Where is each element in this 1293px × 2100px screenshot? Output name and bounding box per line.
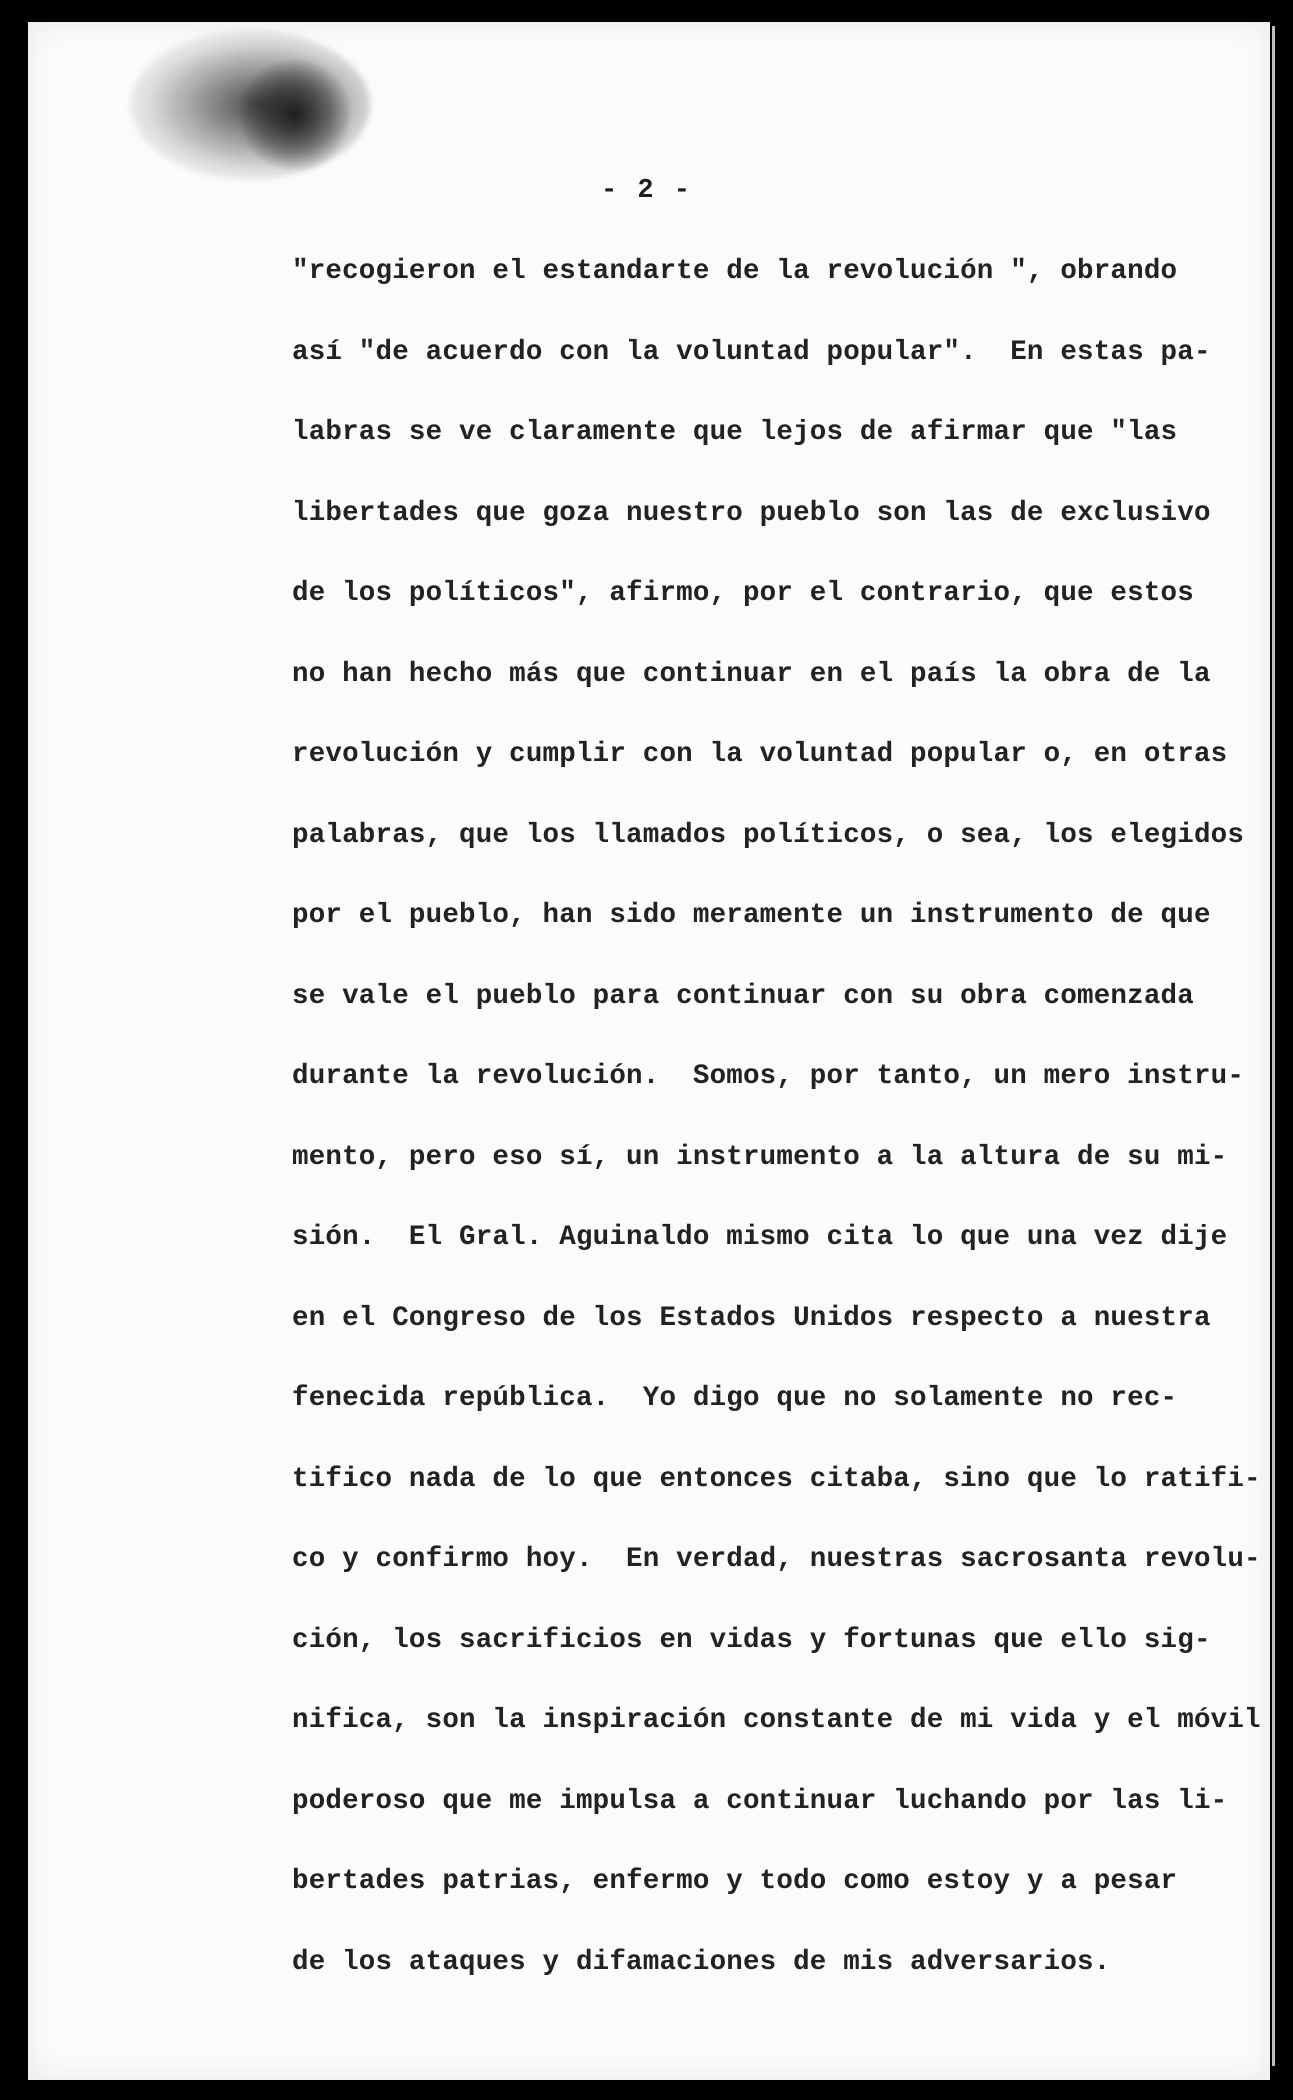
text-line: fenecida república. Yo digo que no solamente no rec- — [292, 1383, 1178, 1414]
text-line: poderoso que me impulsa a continuar luchando por las li- — [292, 1785, 1228, 1817]
text-line: se vale el pueblo para continuar con su obra comenzada — [292, 980, 1194, 1012]
page-edge — [1272, 26, 1275, 2066]
text-line: de los políticos", afirmo, por el contrario, que estos — [292, 578, 1194, 609]
text-line: nifica, son la inspiración constante de mi vida y el móvil — [292, 1705, 1261, 1736]
text-line: por el pueblo, han sido meramente un instrumento de que — [292, 900, 1211, 931]
document-body — [292, 252, 1261, 2023]
ink-smudge — [240, 60, 350, 170]
text-line: labras se ve claramente que lejos de afirmar que "las — [292, 417, 1178, 448]
text-line: sión. El Gral. Aguinaldo mismo cita lo que una vez dije — [292, 1222, 1228, 1253]
text-line: "recogieron el estandarte de la revolución ", obrando — [292, 256, 1178, 287]
text-line: revolución y cumplir con la voluntad popular o, en otras — [292, 739, 1228, 770]
text-line: ción, los sacrificios en vidas y fortunas que ello sig- — [292, 1624, 1211, 1656]
text-line: en el Congreso de los Estados Unidos respecto a nuestra — [292, 1302, 1211, 1334]
text-line: así "de acuerdo con la voluntad popular". En estas pa- — [292, 336, 1211, 368]
text-line: libertades que goza nuestro pueblo son las de exclusivo — [292, 497, 1211, 529]
text-line: mento, pero eso sí, un instrumento a la altura de su mi- — [292, 1141, 1228, 1173]
text-line: bertades patrias, enfermo y todo como estoy y a pesar — [292, 1866, 1178, 1897]
text-line: tifico nada de lo que entonces citaba, sino que lo ratifi- — [292, 1463, 1261, 1495]
text-line: palabras, que los llamados políticos, o sea, los elegidos — [292, 819, 1245, 851]
text-line: co y confirmo hoy. En verdad, nuestras sacrosanta revolu- — [292, 1544, 1261, 1575]
text-line: no han hecho más que continuar en el país la obra de la — [292, 658, 1211, 690]
text-line: de los ataques y difamaciones de mis adversarios. — [292, 1946, 1111, 1978]
page-number: - 2 - — [600, 176, 692, 206]
text-line: durante la revolución. Somos, por tanto, un mero instru- — [292, 1061, 1245, 1092]
